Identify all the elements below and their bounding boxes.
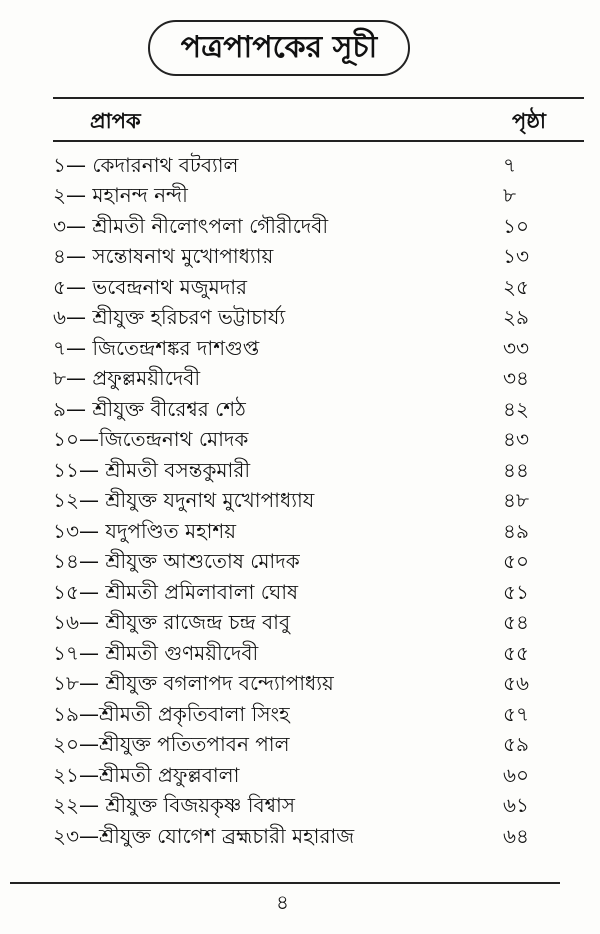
recipient-name: ১৮— শ্রীযুক্ত বগলাপদ বন্দ্যোপাধ্যয় (53, 671, 334, 695)
list-item (53, 518, 543, 548)
page-ref: ১০ (503, 213, 529, 238)
page-ref: ৬৪ (503, 823, 529, 848)
recipient-name: ১২— শ্রীযুক্ত যদুনাথ মুখোপাধ্যায (53, 488, 315, 512)
page-ref: ৬০ (503, 762, 530, 787)
recipient-name: ২২— শ্রীযুক্ত বিজয়কৃষ্ণ বিশ্বাস (53, 793, 296, 817)
recipient-name: ৫— ভবেন্দ্রনাথ মজুমদার (53, 274, 248, 299)
recipient-name: ১৩— যদুপণ্ডিত মহাশয় (53, 518, 237, 543)
page-ref: ৪২ (503, 396, 529, 421)
page-ref: ৩৪ (503, 366, 529, 390)
page-ref: ৫৫ (503, 640, 529, 665)
top-rule (53, 97, 584, 99)
page-ref: ৪৯ (503, 518, 529, 543)
recipient-name: ৬— শ্রীযুক্ত হরিচরণ ভট্টাচার্য্য (53, 305, 286, 329)
recipient-name: ১০—জিতেন্দ্রনাথ মোদক (53, 427, 249, 451)
recipient-name: ১১— শ্রীমতী বসন্তকুমারী (53, 457, 251, 482)
recipient-name: ৯— শ্রীযুক্ত বীরেশ্বর শেঠ (53, 396, 246, 421)
list-item (53, 335, 543, 365)
list-item (53, 305, 543, 335)
page-ref: ৫৭ (503, 701, 529, 726)
page-ref: ৫৪ (503, 610, 529, 634)
list-item (53, 579, 543, 609)
list-item (53, 274, 543, 304)
recipient-name: ২৩—শ্রীযুক্ত যোগেশ ব্রহ্মচারী মহারাজ (53, 823, 355, 848)
list-item (53, 640, 543, 670)
recipient-name: ২১—শ্রীমতী প্রফুল্লবালা (53, 762, 240, 787)
list-item (53, 244, 543, 274)
recipient-name: ১৯—শ্রীমতী প্রকৃতিবালা সিংহ (53, 701, 290, 726)
page-ref: ৪৩ (503, 427, 529, 451)
list-item (53, 213, 543, 243)
recipient-name: ২— মহানন্দ নন্দী (53, 183, 188, 207)
list-item (53, 732, 543, 762)
list-item (53, 793, 543, 823)
recipient-name: ১৪— শ্রীযুক্ত আশুতোষ মোদক (53, 549, 300, 573)
list-item (53, 823, 543, 853)
page-ref: ৭ (503, 152, 517, 177)
recipient-name: ৭— জিতেন্দ্রশঙ্কর দাশগুপ্ত (53, 335, 260, 360)
recipient-name: ৪— সন্তোষনাথ মুখোপাধ্যায় (53, 244, 274, 268)
page-ref: ৮ (503, 183, 516, 207)
footer-rule (10, 882, 560, 884)
list-item (53, 427, 543, 457)
page-title: পত্রপাপকের সূচী (148, 20, 410, 76)
column-header-page: পৃষ্ঠা (512, 109, 547, 133)
list-item (53, 366, 543, 396)
page-ref: ৫৬ (503, 671, 529, 695)
column-header-recipient: প্রাপক (90, 109, 141, 133)
recipient-name: ৩— শ্রীমতী নীলোৎপলা গৌরীদেবী (53, 213, 329, 238)
page-ref: ২৯ (503, 305, 529, 329)
list-item (53, 457, 543, 487)
list-item (53, 396, 543, 426)
recipient-name: ৮— প্রফুল্লময়ীদেবী (53, 366, 201, 390)
recipient-name: ১৭— শ্রীমতী গুণময়ীদেবী (53, 640, 259, 665)
page-ref: ৫০ (503, 549, 529, 573)
page-ref: ৫৯ (503, 732, 529, 756)
list-item (53, 183, 543, 213)
page-ref: ৬১ (503, 793, 529, 817)
list-item (53, 152, 543, 182)
page-ref: ৫১ (503, 579, 529, 604)
page-ref: ৪৮ (503, 488, 529, 512)
header-rule (53, 140, 584, 142)
recipient-name: ২০—শ্রীযুক্ত পতিতপাবন পাল (53, 732, 290, 756)
page-number: ৪ (276, 890, 289, 914)
page-ref: ৪৪ (503, 457, 529, 482)
page-ref: ২৫ (503, 274, 529, 299)
recipient-name: ১— কেদারনাথ বটব্যাল (53, 152, 239, 177)
list-item (53, 762, 543, 792)
list-item (53, 671, 543, 701)
page-ref: ১৩ (503, 244, 529, 268)
recipient-name: ১৫— শ্রীমতী প্রমিলাবালা ঘোষ (53, 579, 299, 604)
recipient-name: ১৬— শ্রীযুক্ত রাজেন্দ্র চন্দ্র বাবু (53, 610, 291, 634)
list-item (53, 701, 543, 731)
list-item (53, 549, 543, 579)
page-ref: ৩৩ (503, 335, 530, 360)
list-item (53, 488, 543, 518)
list-item (53, 610, 543, 640)
